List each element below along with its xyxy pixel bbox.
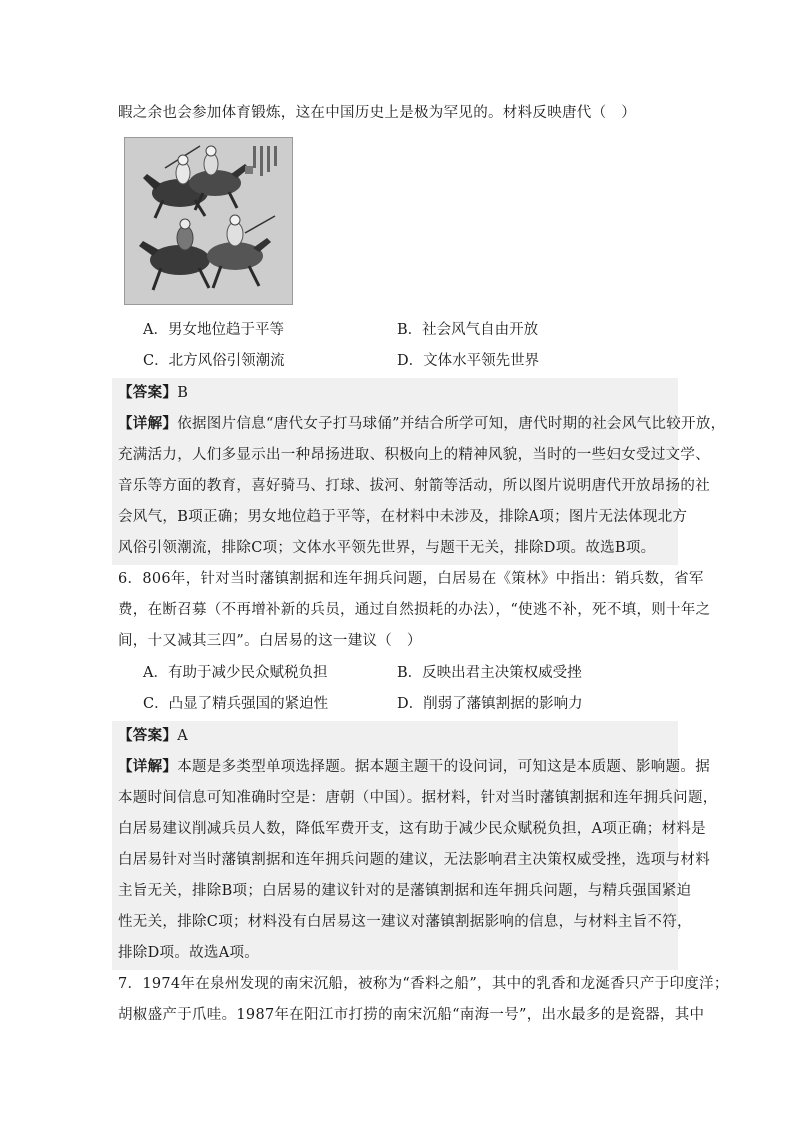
q6-option-a: A．有助于减少民众赋税负担 xyxy=(143,665,328,681)
q5-answer-line xyxy=(118,383,188,403)
q7-stem-line-1: 7．1974年在泉州发现的南宋沉船，被称为“香料之船”，其中的乳香和龙涎香只产于印度洋； xyxy=(118,976,729,992)
q6-answer-tag: 【答案】 xyxy=(118,727,178,744)
polo-figurines-image xyxy=(124,137,293,305)
q6-explain-text-1: 本题是多类型单项选择题。据本题主题干的设问词，可知这是本质题、影响题。据 xyxy=(177,759,710,775)
q6-explain-line-2: 本题时间信息可知准确时空是：唐朝（中国）。据材料，针对当时藩镇割据和连年拥兵问题， xyxy=(118,790,718,806)
q5-explain-tag: 【详解】 xyxy=(118,415,178,432)
q6-explain-line-3: 白居易建议削减兵员人数，降低军费开支，这有助于减少民众赋税负担，A项正确；材料是 xyxy=(118,821,706,837)
q6-stem-line-2: 费，在断召募（不再增补新的兵员，通过自然损耗的办法），“使逃不补，死不填，则十年之 xyxy=(118,602,711,618)
q5-option-c: C．北方风俗引领潮流 xyxy=(143,353,285,369)
q5-answer-value: B xyxy=(177,385,189,401)
q5-explain-line-1 xyxy=(118,414,725,434)
q6-option-d: D．削弱了藩镇割据的影响力 xyxy=(397,696,583,712)
q5-stem-line: 暇之余也会参加体育锻炼，这在中国历史上是极为罕见的。材料反映唐代（ ） xyxy=(118,105,636,121)
q5-explain-line-4: 会风气，B项正确；男女地位趋于平等，在材料中未涉及，排除A项；图片无法体现北方 xyxy=(118,509,688,525)
q5-answer-block xyxy=(112,378,678,565)
q5-option-b: B．社会风气自由开放 xyxy=(397,322,539,338)
q5-answer-tag: 【答案】 xyxy=(118,384,178,401)
q5-option-a: A．男女地位趋于平等 xyxy=(143,322,284,338)
q5-explain-line-3: 音乐等方面的教育，喜好骑马、打球、拔河、射箭等活动，所以图片说明唐代开放昂扬的社 xyxy=(118,478,710,494)
q5-explain-line-2: 充满活力，人们多显示出一种昂扬进取、积极向上的精神风貌，当时的一些妇女受过文学、 xyxy=(118,447,710,463)
q5-explain-text-1: 依据图片信息“唐代女子打马球俑”并结合所学可知，唐代时期的社会风气比较开放， xyxy=(177,416,726,432)
polo-figurines-illustration xyxy=(125,138,292,304)
q6-option-b: B．反映出君主决策权威受挫 xyxy=(397,665,582,681)
q6-explain-line-6: 性无关，排除C项；材料没有白居易这一建议对藩镇割据影响的信息，与材料主旨不符， xyxy=(118,914,692,930)
q6-option-c: C．凸显了精兵强国的紧迫性 xyxy=(143,696,329,712)
q6-answer-line xyxy=(118,726,188,746)
q5-option-d: D．文体水平领先世界 xyxy=(397,353,540,369)
q6-stem-line-3: 间，十又减其三四”。白居易的这一建议（ ） xyxy=(118,633,422,649)
q6-stem-line-1: 6．806年，针对当时藩镇割据和连年拥兵问题，白居易在《策林》中指出：销兵数，省军 xyxy=(118,571,704,587)
q6-explain-tag: 【详解】 xyxy=(118,758,178,775)
q7-stem-line-2: 胡椒盛产于爪哇。1987年在阳江市打捞的南宋沉船“南海一号”，出水最多的是瓷器，其中 xyxy=(118,1007,705,1023)
q6-explain-line-7: 排除D项。故选A项。 xyxy=(118,945,260,961)
q5-explain-line-5: 风俗引领潮流，排除C项；文体水平领先世界，与题干无关，排除D项。故选B项。 xyxy=(118,540,656,556)
q6-explain-line-1 xyxy=(118,757,710,777)
q6-explain-line-5: 主旨无关，排除B项；白居易的建议针对的是藩镇割据和连年拥兵问题，与精兵强国紧迫 xyxy=(118,883,692,899)
q6-explain-line-4: 白居易针对当时藩镇割据和连年拥兵问题的建议，无法影响君主决策权威受挫，选项与材料 xyxy=(118,852,710,868)
q6-answer-value: A xyxy=(177,728,188,744)
